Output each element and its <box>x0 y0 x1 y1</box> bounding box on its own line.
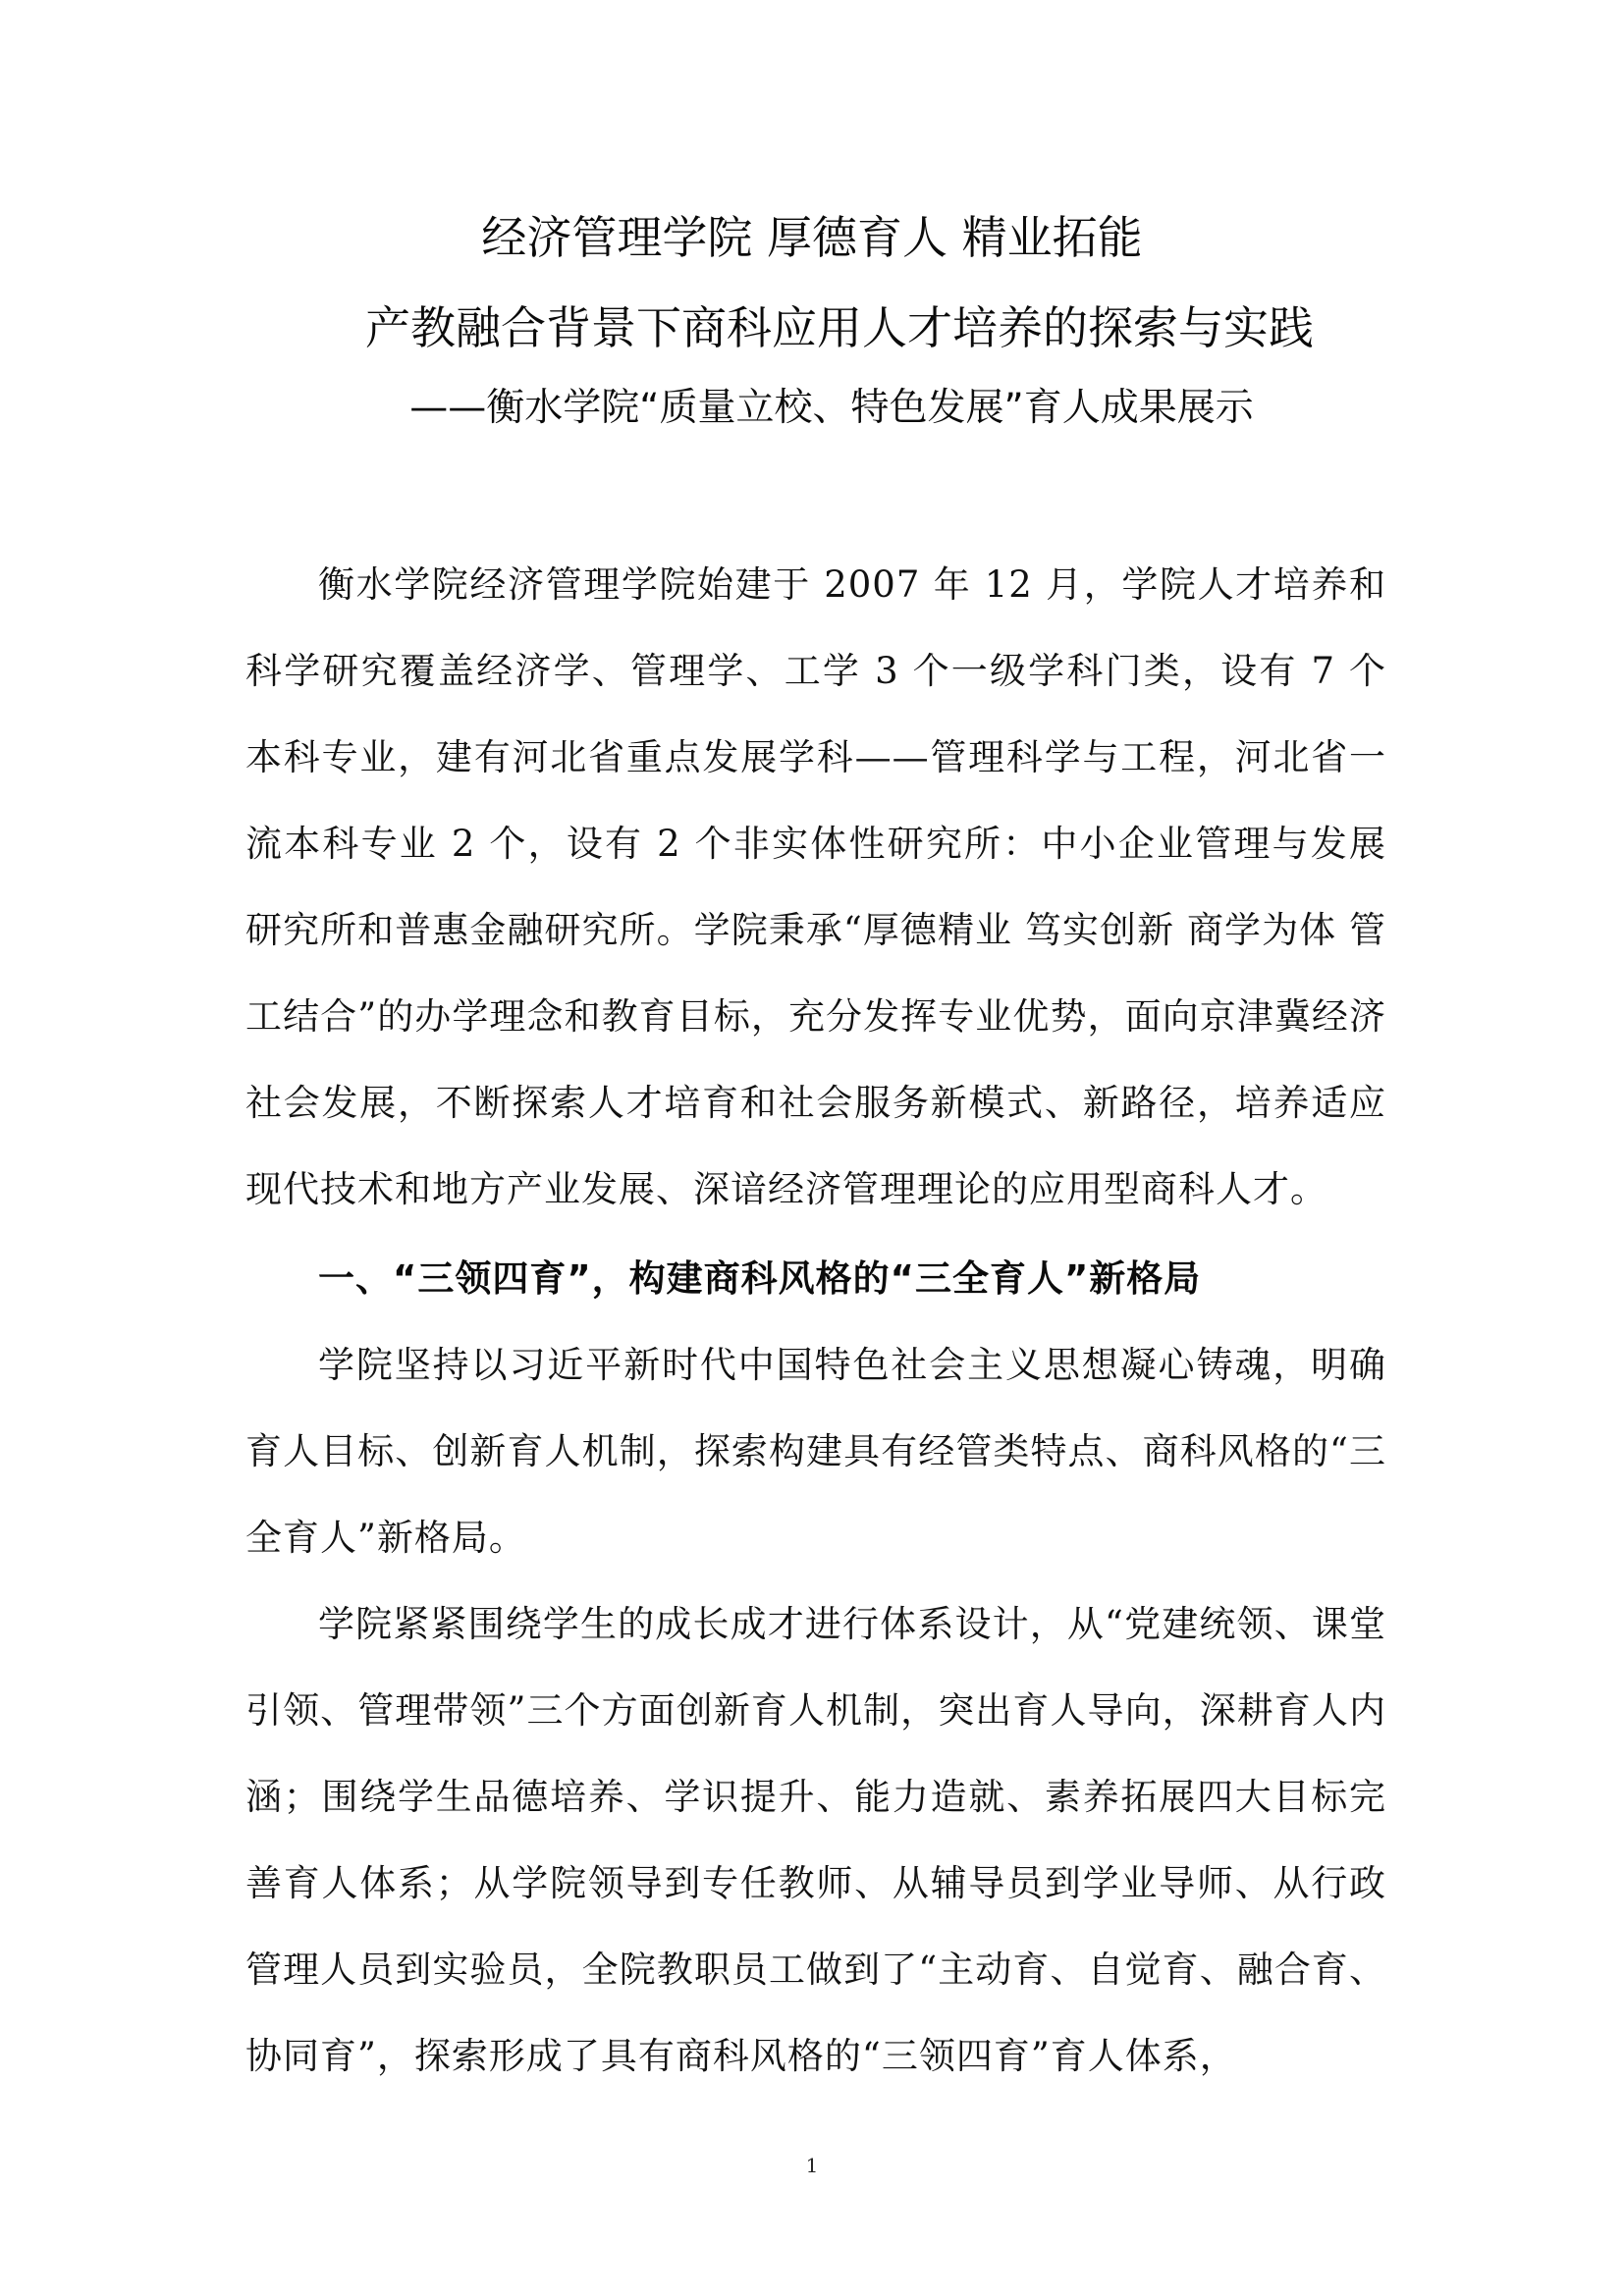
paragraph-intro: 衡水学院经济管理学院始建于 2007 年 12 月，学院人才培养和科学研究覆盖经济学、管理学、工学 3 个一级学科门类，设有 7 个本科专业，建有河北省重点发展学科——管理科学与工程，河北省一流本科专业 2 个，设有 2 个非实体性研究所：中小企业管理与发展研究所和普惠金融研究所。学院秉承“厚德精业 笃实创新 商学为体 管工结合”的办学理念和教育目标，充分发挥专业优势，面向京津冀经济社会发展，不断探索人才培育和社会服务新模式、新路径，培养适应现代技术和地方产业发展、深谙经济管理理论的应用型商科人才。 <box>245 563 1386 1210</box>
page-number: 1 <box>805 2154 819 2177</box>
document-subtitle: ——衡水学院“质量立校、特色发展”育人成果展示 <box>409 386 1254 430</box>
section-heading-1: 一、“三领四育”，构建商科风格的“三全育人”新格局 <box>318 1257 1202 1300</box>
document-title-line-2: 产教融合背景下商科应用人才培养的探索与实践 <box>365 301 1314 354</box>
paragraph-section-1-a: 学院坚持以习近平新时代中国特色社会主义思想凝心铸魂，明确育人目标、创新育人机制，探索构建具有经管类特点、商科风格的“三全育人”新格局。 <box>245 1344 1386 1559</box>
paragraph-section-1-b: 学院紧紧围绕学生的成长成才进行体系设计，从“党建统领、课堂引领、管理带领”三个方面创新育人机制，突出育人导向，深耕育人内涵；围绕学生品德培养、学识提升、能力造就、素养拓展四大目标完善育人体系；从学院领导到专任教师、从辅导员到学业导师、从行政管理人员到实验员，全院教职员工做到了“主动育、自觉育、融合育、协同育”，探索形成了具有商科风格的“三领四育”育人体系， <box>245 1603 1386 2077</box>
document-title-line-1: 经济管理学院 厚德育人 精业拓能 <box>481 211 1143 264</box>
